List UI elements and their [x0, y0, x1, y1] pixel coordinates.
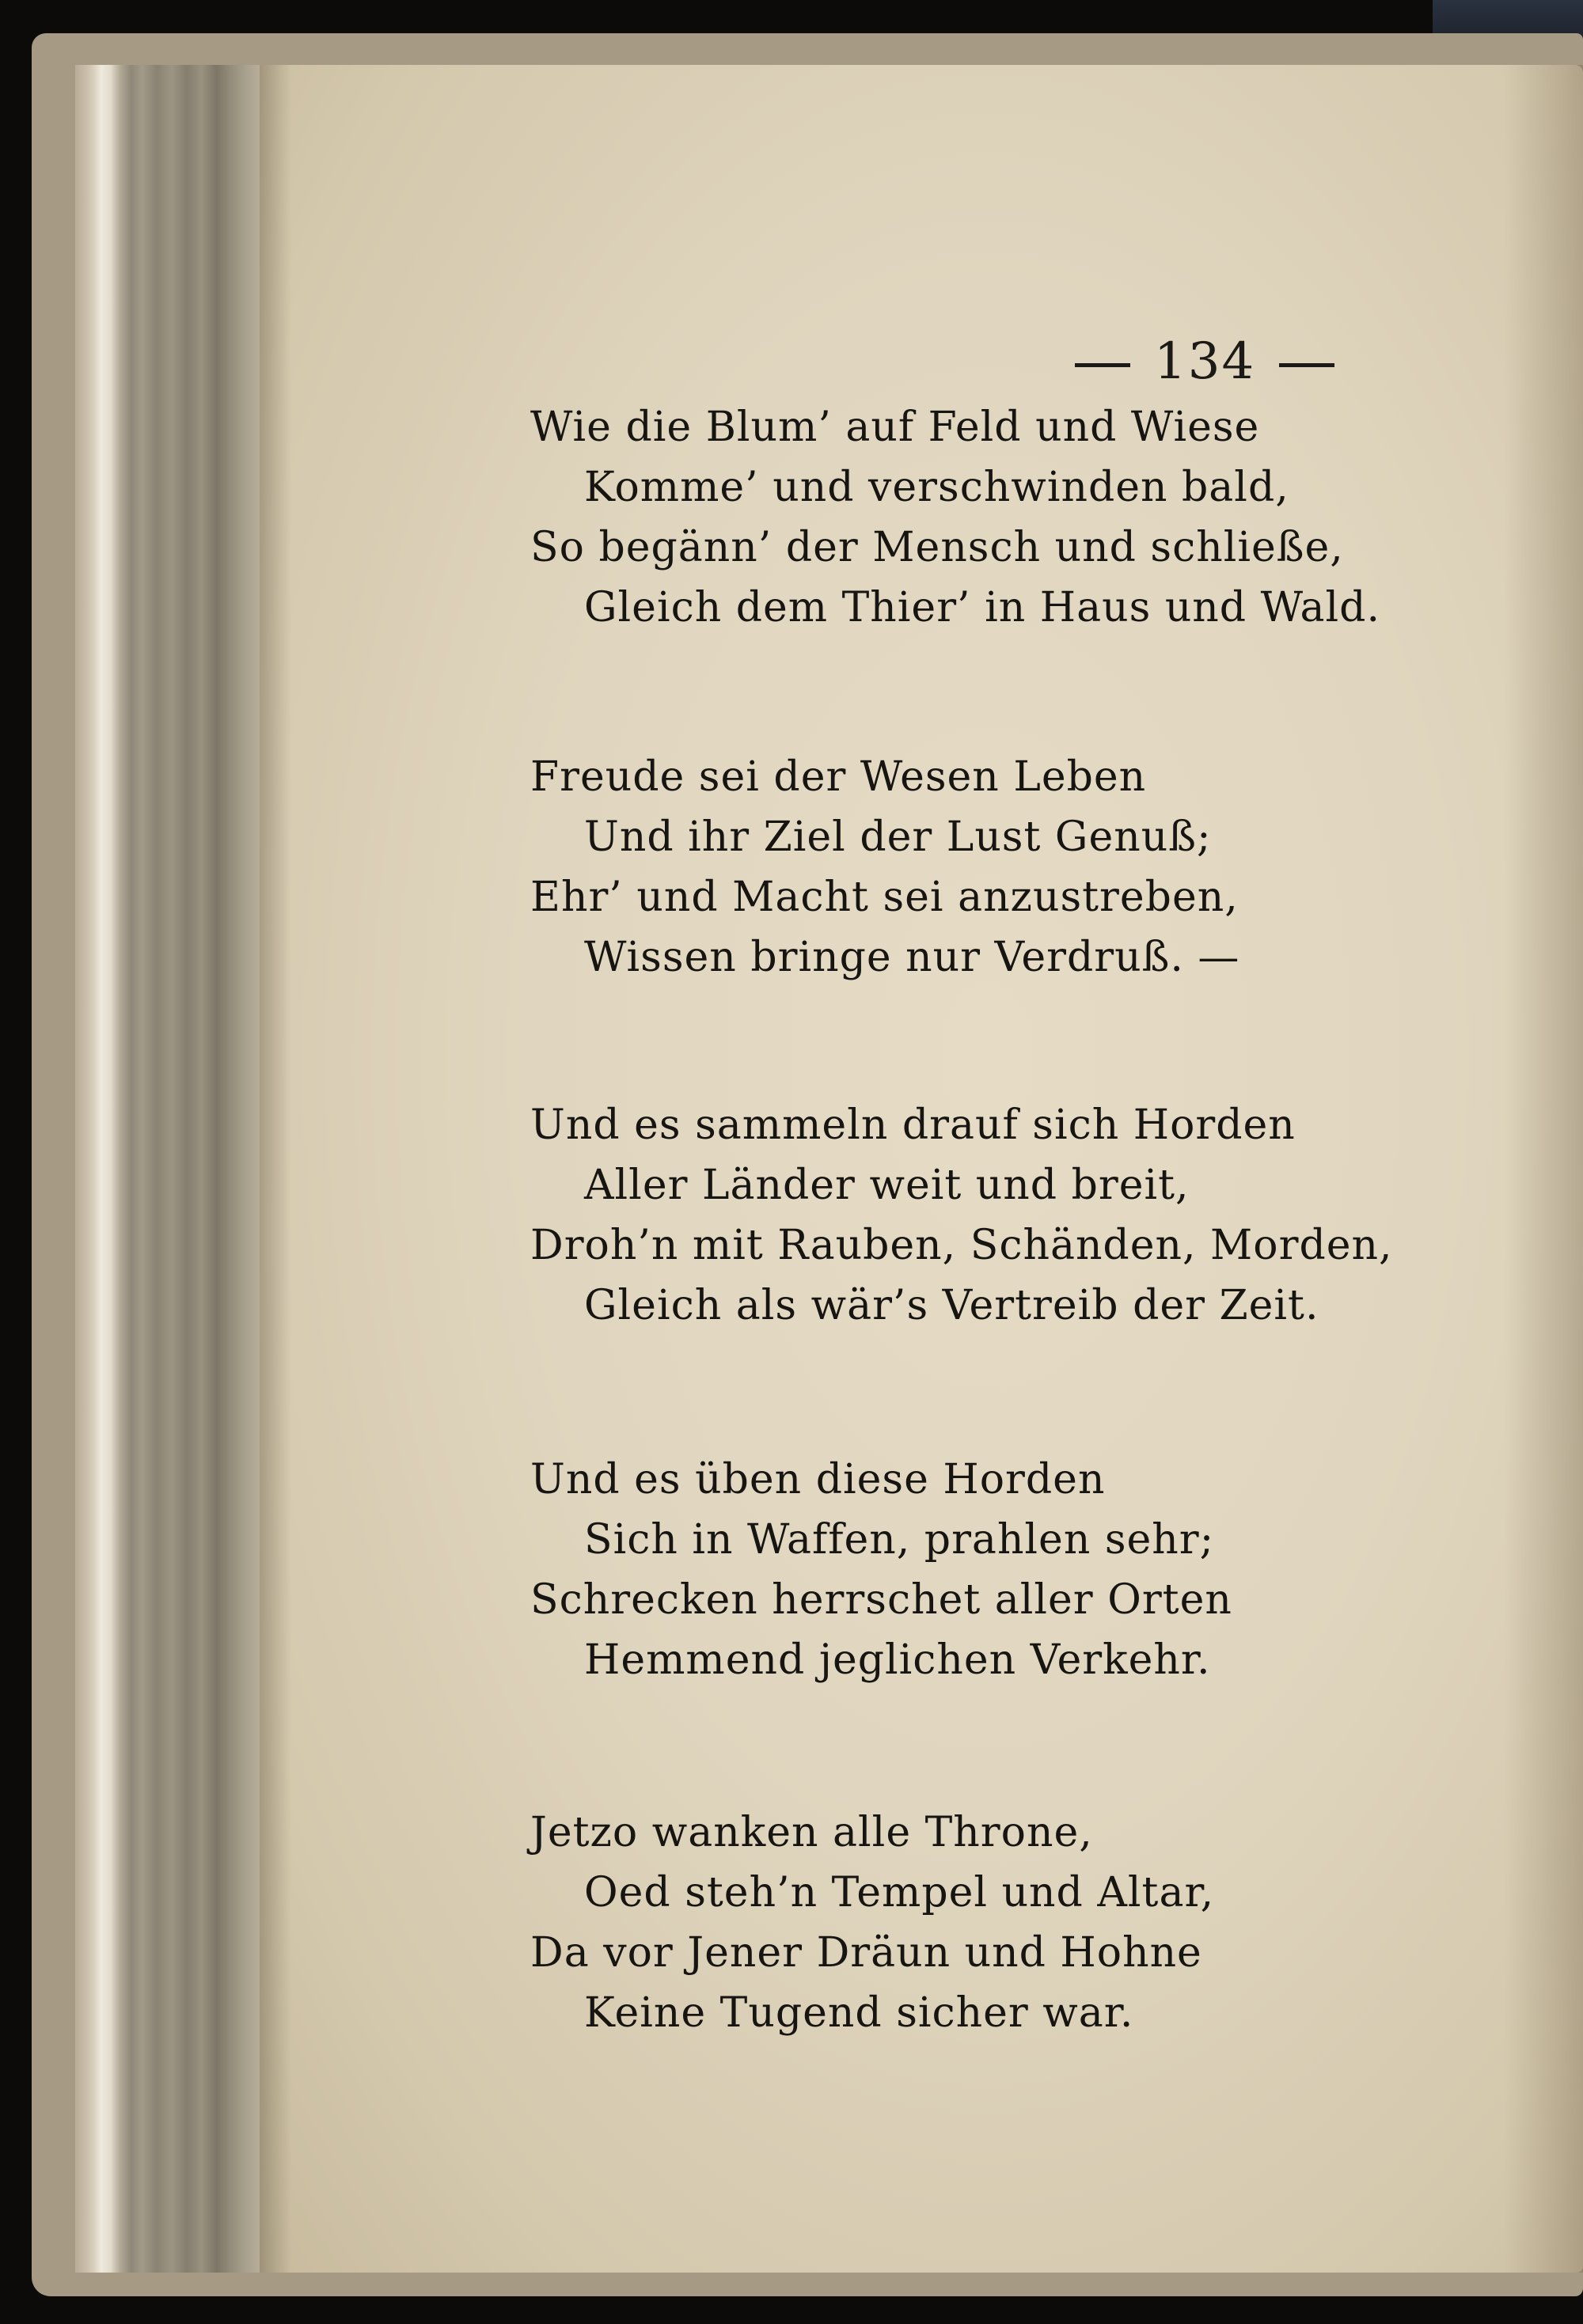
verse-line: Gleich als wär’s Vertreib der Zeit. [584, 1282, 1319, 1329]
page-edges [75, 65, 261, 2273]
verse-line: Sich in Waffen, prahlen sehr; [584, 1516, 1215, 1564]
verse-line: Und es üben diese Horden [530, 1456, 1106, 1503]
verse-line: Freude sei der Wesen Leben [530, 753, 1147, 801]
verse-line: Droh’n mit Rauben, Schänden, Morden, [530, 1222, 1393, 1269]
page-number [1051, 332, 1358, 391]
page-edge-shade [1504, 65, 1583, 2273]
verse-line: Wissen bringe nur Verdruß. — [584, 934, 1240, 981]
page-number-dash-right [1279, 363, 1334, 367]
verse-line: Wie die Blum’ auf Feld und Wiese [530, 404, 1260, 451]
verse-line: Da vor Jener Dräun und Hohne [530, 1929, 1202, 1977]
verse-line: Schrecken herrschet aller Orten [530, 1576, 1232, 1624]
verse-line: Keine Tugend sicher war. [584, 1989, 1134, 2037]
printed-page [260, 65, 1583, 2273]
verse-line: Gleich dem Thier’ in Haus und Wald. [584, 584, 1380, 631]
gutter-shadow [260, 65, 291, 2273]
verse-line: Komme’ und verschwinden bald, [584, 464, 1289, 511]
verse-line: So begänn’ der Mensch und schließe, [530, 524, 1344, 571]
verse-line: Jetzo wanken alle Throne, [530, 1809, 1093, 1856]
page-number-text: 134 [1154, 332, 1256, 391]
verse-line: Oed steh’n Tempel und Altar, [584, 1869, 1215, 1916]
verse-line: Aller Länder weit und breit, [584, 1162, 1190, 1209]
verse-line: Und es sammeln drauf sich Horden [530, 1101, 1296, 1149]
verse-line: Und ihr Ziel der Lust Genuß; [584, 813, 1212, 861]
page-number-dash-left [1075, 363, 1130, 367]
verse-line: Hemmend jeglichen Verkehr. [584, 1636, 1211, 1684]
verse-line: Ehr’ und Macht sei anzustreben, [530, 874, 1239, 921]
